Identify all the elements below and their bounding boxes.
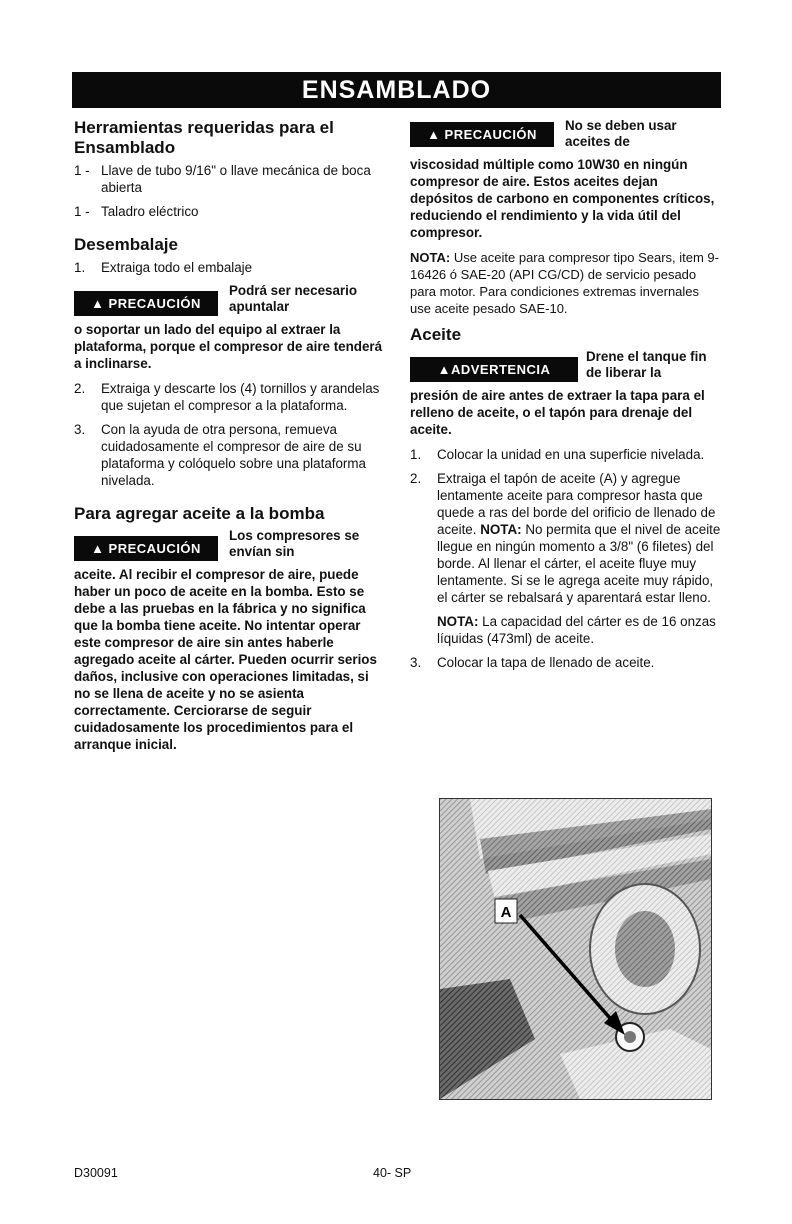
caution-text: o soportar un lado del equipo al extraer la plataforma, porque el compresor de aire tenderá a inclinarse.	[74, 322, 383, 371]
list-item	[74, 162, 384, 196]
list-item	[74, 380, 384, 414]
inline-note-label: NOTA:	[480, 522, 522, 537]
caution-block-3	[410, 118, 722, 156]
list-item	[410, 470, 722, 606]
warning-badge: ▲ADVERTENCIA	[410, 357, 578, 382]
warning-block	[410, 349, 722, 387]
left-column	[74, 118, 384, 761]
footer-doc-code: D30091	[74, 1166, 118, 1180]
callout-label: A	[500, 904, 512, 921]
list-text: Llave de tubo 9/16" o llave mecánica de boca abierta	[101, 163, 371, 195]
list-text: No permita que el nivel de aceite llegue en ningún momento a 3/8" (6 filetes) del borde. Al llenar el cárter, el aceite fluye muy lentamente. Si se le agrega aceite muy rápido, el cárter se rebalsará y aparentará estar lleno.	[437, 522, 721, 605]
oil-fill-photo	[439, 798, 712, 1100]
list-text: Extraiga todo el embalaje	[101, 260, 253, 275]
list-number: 2.	[410, 471, 422, 486]
list-item	[74, 259, 384, 276]
note-text: Use aceite para compresor tipo Sears, item 9-16426 ó SAE-20 (API CG/CD) de servicio pesado para motor. Para condiciones extremas invernales use aceite pesado SAE-10.	[410, 250, 719, 316]
list-text: Colocar la unidad en una superficie nivelada.	[437, 447, 705, 462]
right-column	[410, 118, 722, 678]
caution-badge: ▲ PRECAUCIÓN	[410, 122, 554, 147]
note-capacity	[410, 613, 722, 647]
list-text: Con la ayuda de otra persona, remueva cuidadosamente el compresor de aire de su plataforma y colóquelo sobre una plataforma nivelada.	[101, 422, 366, 488]
list-number: 3.	[410, 655, 422, 670]
list-item	[410, 446, 722, 463]
list-text: Extraiga y descarte los (4) tornillos y arandelas que sujetan el compresor a la plataforma.	[101, 381, 380, 413]
warning-lead: Drene el tanque fin de liberar la	[586, 349, 707, 380]
caution-text: viscosidad múltiple como 10W30 en ningún compresor de aire. Estos aceites dejan depósitos de carbono en componentes críticos, reduciendo el rendimiento y la vida útil del compresor.	[410, 157, 715, 240]
caution-badge: ▲ PRECAUCIÓN	[74, 536, 218, 561]
list-text: Colocar la tapa de llenado de aceite.	[437, 655, 655, 670]
caution-lead: Podrá ser necesario apuntalar	[229, 283, 358, 314]
aceite-heading: Aceite	[410, 325, 462, 344]
page-title: ENSAMBLADO	[301, 76, 492, 104]
unpack-heading: Desembalaje	[74, 235, 178, 254]
list-number: 1 -	[74, 204, 90, 219]
caution-lead: Los compresores se envían sin	[229, 528, 360, 559]
caution-block-1	[74, 283, 384, 321]
caution-block-2	[74, 528, 384, 566]
oil-heading: Para agregar aceite a la bomba	[74, 504, 325, 523]
list-item	[74, 203, 384, 220]
list-number: 1.	[74, 260, 86, 275]
footer-page-number: 40- SP	[373, 1166, 412, 1180]
note-label: NOTA:	[410, 250, 451, 265]
warning-text: presión de aire antes de extraer la tapa para el relleno de aceite, o el tapón para drenaje del aceite.	[410, 388, 705, 437]
note-label: NOTA:	[437, 614, 479, 629]
list-number: 1.	[410, 447, 422, 462]
oil-fill-cap-center	[624, 1031, 636, 1043]
list-number: 1 -	[74, 163, 90, 178]
list-number: 2.	[74, 381, 86, 396]
list-number: 3.	[74, 422, 86, 437]
list-item	[410, 654, 722, 671]
page-title-banner	[72, 72, 721, 108]
caution-text: aceite. Al recibir el compresor de aire, puede haber un poco de aceite en la bomba. Esto se debe a las pruebas en la fábrica y no significa que la bomba tiene aceite. No intentar operar este compresor de aire sin antes haberle agregado aceite al cárter. Pueden ocurrir serios daños, inclusive con operaciones limitadas, si no se llena de aceite y no se asienta correctamente. Cerciorarse de seguir cuidadosamente los procedimientos para el arranque inicial.	[74, 567, 377, 752]
crankcase-bore	[615, 911, 675, 987]
caution-lead: No se deben usar aceites de	[565, 118, 677, 149]
caution-badge: ▲ PRECAUCIÓN	[74, 291, 218, 316]
list-item	[74, 421, 384, 489]
list-text: Taladro eléctrico	[101, 204, 199, 219]
note-oil-type	[410, 249, 722, 317]
note-text: La capacidad del cárter es de 16 onzas líquidas (473ml) de aceite.	[437, 614, 716, 646]
list-text: Extraiga el tapón de aceite (A) y agregue lentamente aceite para compresor hasta que quede a ras del borde del orificio de llenado de aceite.	[437, 471, 716, 537]
oil-cap-illustration	[440, 799, 711, 1099]
tools-heading: Herramientas requeridas para el Ensamblado	[74, 118, 334, 157]
